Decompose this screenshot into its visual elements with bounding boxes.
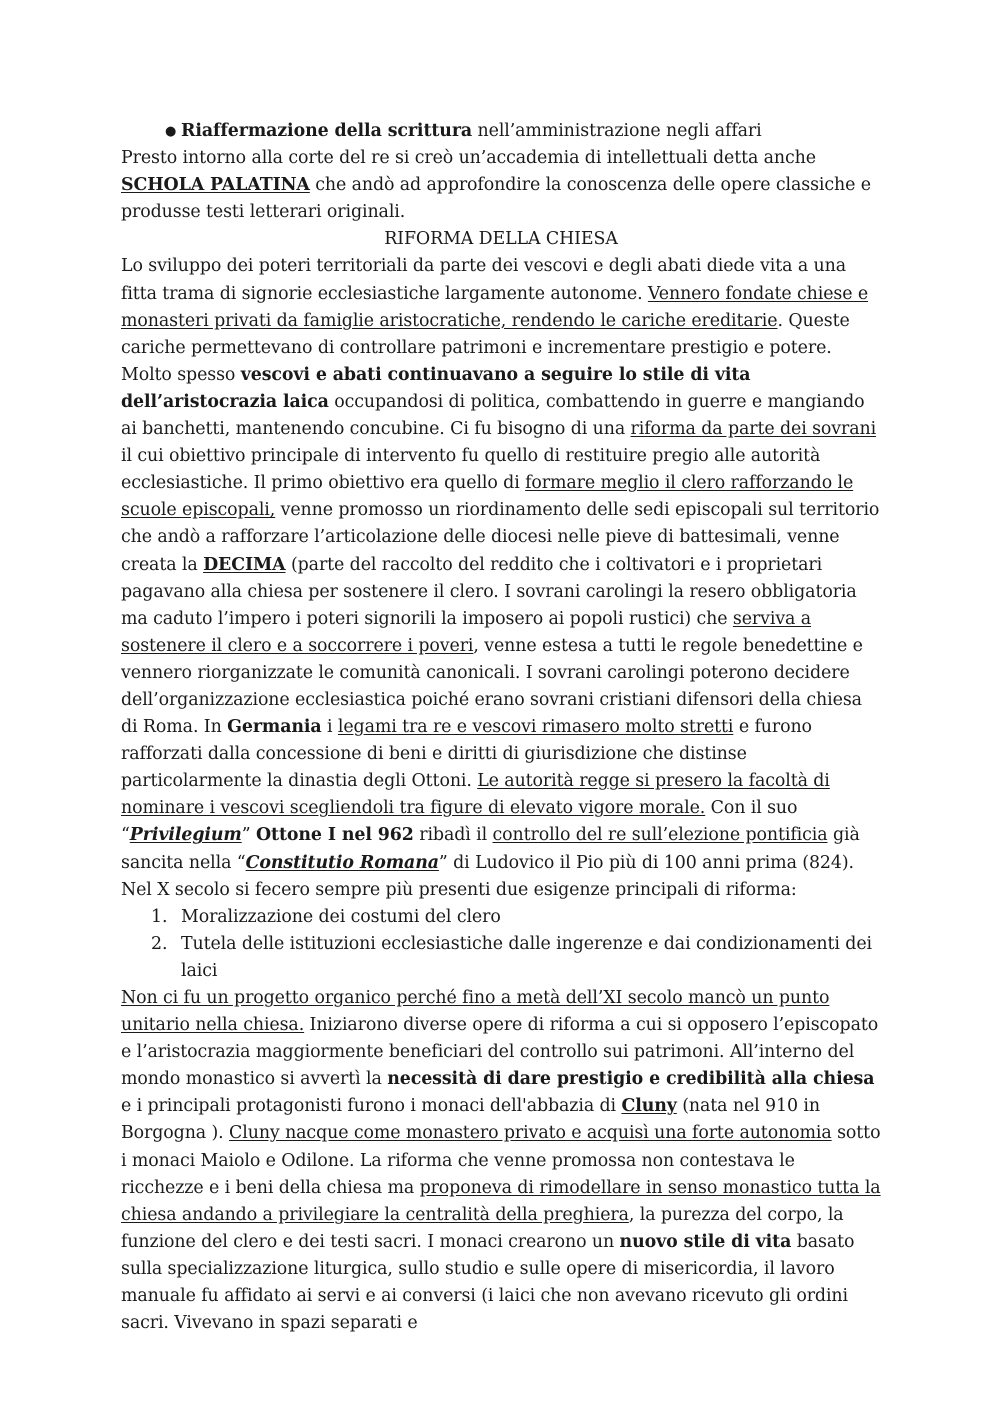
- text-run: che andò ad approfondire la conoscenza delle opere classiche e produsse testi letterari originali.: [121, 175, 871, 223]
- cluny-term: Cluny: [621, 1096, 677, 1117]
- decima-term: DECIMA: [203, 554, 286, 575]
- bold-text: necessità di dare prestigio e credibilità alla chiesa: [387, 1069, 875, 1090]
- paragraph-schola-palatina: [121, 145, 881, 226]
- constitutio-romana-term: Constitutio Romana: [245, 852, 439, 873]
- paragraph-riforma: [121, 253, 881, 876]
- text-run: (parte del raccolto del reddito che i coltivatori e i proprietari pagavano alla chiesa per sostenere il clero. I sovrani carolingi la resero obbligatoria ma caduto l’impero i poteri signorili la imposero ai popoli rustici) che: [121, 554, 857, 629]
- numbered-item: [121, 904, 881, 931]
- text-run: i: [321, 717, 338, 738]
- privilegium-term: Privilegium: [129, 825, 242, 846]
- text-run: Presto intorno alla corte del re si creò un’accademia di intellettuali detta anche: [121, 148, 816, 169]
- bullet-text: nell’amministrazione negli affari: [472, 121, 762, 141]
- bullet-list: [121, 118, 881, 145]
- underlined-text: riforma da parte dei sovrani: [630, 419, 877, 440]
- bullet-item: [121, 118, 881, 145]
- text-run: ribadì il: [413, 825, 493, 846]
- text-run: sotto i monaci Maiolo e Odilone. La riforma che venne promossa non contestava le ricchezze e i beni della chiesa ma: [121, 1123, 881, 1198]
- section-heading: RIFORMA DELLA CHIESA: [384, 229, 618, 250]
- underlined-text: Vennero fondate chiese e monasteri privati da famiglie aristocratiche, rendendo le cariche ereditarie: [121, 283, 869, 331]
- text-run: Lo sviluppo dei poteri territoriali da parte dei vescovi e degli abati diede vita a una fitta trama di signorie ecclesiastiche largamente autonome.: [121, 256, 846, 304]
- text-run: Iniziarono diverse opere di riforma a cui si opposero l’episcopato e l’aristocrazia maggiormente beneficiari del controllo sui patrimoni. All’interno del mondo monastico si avvertì la: [121, 1015, 879, 1090]
- text-run: il cui obiettivo principale di intervento fu quello di restituire pregio alle autorità ecclesiastiche. Il primo obiettivo era quello di: [121, 446, 821, 494]
- item-text: Tutela delle istituzioni ecclesiastiche dalle ingerenze e dai condizionamenti dei laici: [181, 933, 872, 981]
- text-run: ”: [241, 825, 256, 846]
- paragraph-esigenze: Nel X secolo si fecero sempre più presenti due esigenze principali di riforma:: [121, 879, 797, 900]
- schola-palatina-term: SCHOLA PALATINA: [121, 175, 310, 196]
- underlined-text: proponeva di rimodellare in senso monastico tutta la chiesa andando a privilegiare la centralità della preghiera: [121, 1177, 881, 1225]
- text-run: e i principali protagonisti furono i monaci dell'abbazia di: [121, 1096, 622, 1117]
- text-run: (nata nel 910 in Borgogna ).: [121, 1096, 820, 1144]
- underlined-text: formare meglio il clero rafforzando le scuole episcopali,: [121, 473, 854, 521]
- underlined-text: serviva a sostenere il clero e a soccorrere i poveri: [121, 608, 812, 656]
- item-number: 2.: [151, 933, 168, 954]
- bullet-bold-text: Riaffermazione della scrittura: [181, 121, 473, 141]
- item-text: Moralizzazione dei costumi del clero: [181, 906, 501, 927]
- document-body: [121, 118, 881, 1337]
- text-run: . Queste cariche permettevano di controllare patrimoni e incrementare prestigio e potere. Molto spesso: [121, 310, 850, 385]
- numbered-list: [121, 904, 881, 985]
- underlined-text: controllo del re sull’elezione pontificia: [492, 825, 828, 846]
- text-run: occupandosi di politica, combattendo in guerre e mangiando ai banchetti, mantenendo concubine. Ci fu bisogno di una: [121, 391, 865, 440]
- bold-text: Germania: [227, 717, 322, 738]
- underlined-text: Cluny nacque come monastero privato e acquisì una forte autonomia: [229, 1123, 832, 1144]
- text-run: , la purezza del corpo, la funzione del clero e dei testi sacri. I monaci crearono un: [121, 1204, 844, 1252]
- text-run: già sancita nella “: [121, 825, 860, 873]
- item-number: 1.: [151, 906, 168, 927]
- bold-text: Ottone I nel 962: [255, 825, 414, 846]
- text-run: ” di Ludovico il Pio più di 100 anni prima (824).: [438, 852, 854, 873]
- text-run: e furono rafforzati dalla concessione di beni e diritti di giurisdizione che distinse particolarmente la dinastia degli Ottoni.: [121, 717, 812, 792]
- underlined-text: Non ci fu un progetto organico perché fino a metà dell’XI secolo mancò un punto unitario nella chiesa.: [121, 988, 830, 1036]
- bold-text: nuovo stile di vita: [619, 1231, 792, 1252]
- bold-text: vescovi e abati continuavano a seguire lo stile di vita dell’aristocrazia laica: [121, 364, 751, 412]
- paragraph-cluny: [121, 985, 881, 1337]
- underlined-text: Le autorità regge si presero la facoltà di nominare i vescovi scegliendoli tra figure di elevato vigore morale.: [121, 771, 830, 819]
- numbered-item: [121, 931, 881, 985]
- underlined-text: legami tra re e vescovi rimasero molto stretti: [337, 717, 734, 738]
- text-run: Con il suo “: [121, 798, 798, 846]
- text-run: basato sulla specializzazione liturgica, sullo studio e sulle opere di misericordia, il lavoro manuale fu affidato ai servi e ai conversi (i laici che non avevano ricevuto gli ordini sacri. Vivevano in spazi separati e: [121, 1231, 855, 1334]
- text-run: venne promosso un riordinamento delle sedi episcopali sul territorio che andò a rafforzare l’articolazione delle diocesi nelle pieve di battesimali, venne creata la: [121, 500, 880, 575]
- text-run: , venne estesa a tutti le regole benedettine e vennero riorganizzate le comunità canonicali. I sovrani carolingi poterono decidere dell’organizzazione ecclesiastica poiché erano sovrani cristiani difensori della chiesa di Roma. In: [121, 635, 863, 738]
